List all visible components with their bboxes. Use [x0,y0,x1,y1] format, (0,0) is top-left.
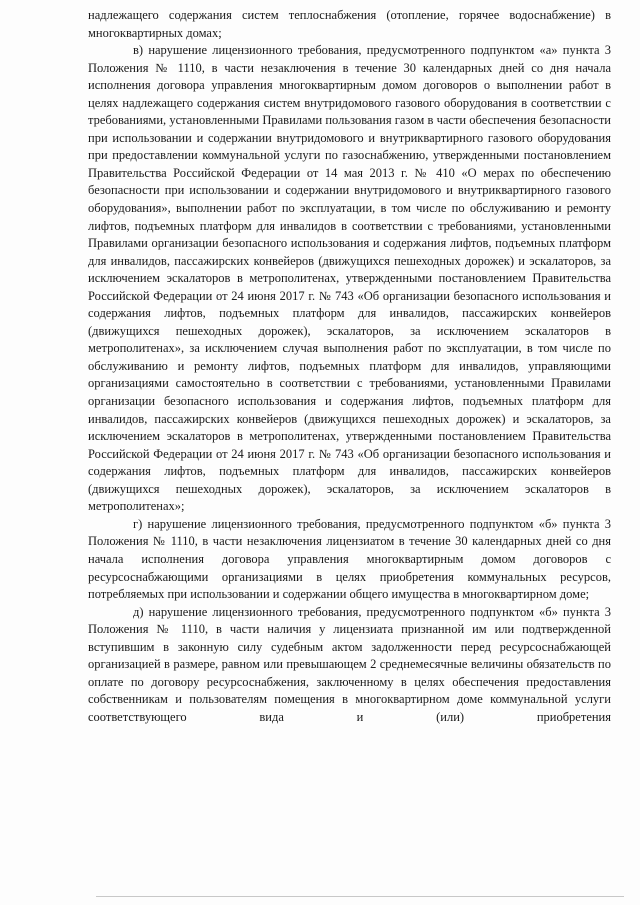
document-body [88,7,611,726]
paragraph-item-g: г) нарушение лицензионного требования, предусмотренного подпунктом «б» пункта 3 Положения № 1110, в части незаключения лицензиатом в течение 30 календарных дней со дня начала исполнения договора управления многоквартирным домом договоров с ресурсоснабжающими организациями в целях приобретения коммунальных ресурсов, потребляемых при использовании и содержании общего имущества в многоквартирном доме; [88,516,611,602]
paragraph-item-d: д) нарушение лицензионного требования, предусмотренного подпунктом «б» пункта 3 Положения № 1110, в части наличия у лицензиата признанной им или подтвержденной вступившим в законную силу судебным актом задолженности перед ресурсоснабжающей организацией в размере, равном или превышающем 2 среднемесячные величины обязательств по оплате по договору ресурсоснабжения, заключенному в целях обеспечения предоставления собственникам и пользователям помещения в многоквартирном доме коммунальной услуги соответствующего вида и (или) приобретения [88,604,611,724]
paragraph-continuation: надлежащего содержания систем теплоснабжения (отопление, горячее водоснабжение) в многоквартирных домах; [88,8,611,40]
paragraph-item-v: в) нарушение лицензионного требования, предусмотренного подпунктом «а» пункта 3 Положения № 1110, в части незаключения в течение 30 календарных дней со дня начала исполнения договора управления многоквартирным домом договоров о выполнении работ в целях надлежащего содержания систем внутридомового газового оборудования в соответствии с требованиями, установленными Правилами пользования газом в части обеспечения безопасности при использовании и содержании внутридомового и внутриквартирного газового оборудования при предоставлении коммунальной услуги по газоснабжению, утвержденными постановлением Правительства Российской Федерации от 14 мая 2013 г. № 410 «О мерах по обеспечению безопасности при использовании и содержании внутридомового и внутриквартирного газового оборудования», выполнении работ по эксплуатации, в том числе по обслуживанию и ремонту лифтов, подъемных платформ для инвалидов в соответствии с требованиями, установленными Правилами организации безопасного использования и содержания лифтов, подъемных платформ для инвалидов, пассажирских конвейеров (движущихся пешеходных дорожек) и эскалаторов, за исключением эскалаторов в метрополитенах, утвержденными постановлением Правительства Российской Федерации от 24 июня 2017 г. № 743 «Об организации безопасного использования и содержания лифтов, подъемных платформ для инвалидов, пассажирских конвейеров (движущихся пешеходных дорожек), эскалаторов, за исключением эскалаторов в метрополитенах», за исключением случая выполнения работ по эксплуатации, в том числе по обслуживанию и ремонту лифтов, подъемных платформ для инвалидов, управляющими организациями самостоятельно в соответствии с требованиями, установленными Правилами организации безопасного использования и содержания лифтов, подъемных платформ для инвалидов, пассажирских конвейеров (движущихся пешеходных дорожек) и эскалаторов, за исключением эскалаторов в метрополитенах, утвержденными постановлением Правительства Российской Федерации от 24 июня 2017 г. № 743 «Об организации безопасного использования и содержания лифтов, подъемных платформ для инвалидов, пассажирских конвейеров (движущихся пешеходных дорожек), эскалаторов, за исключением эскалаторов в метрополитенах»; [88,43,611,514]
page-bottom-rule [96,896,624,897]
